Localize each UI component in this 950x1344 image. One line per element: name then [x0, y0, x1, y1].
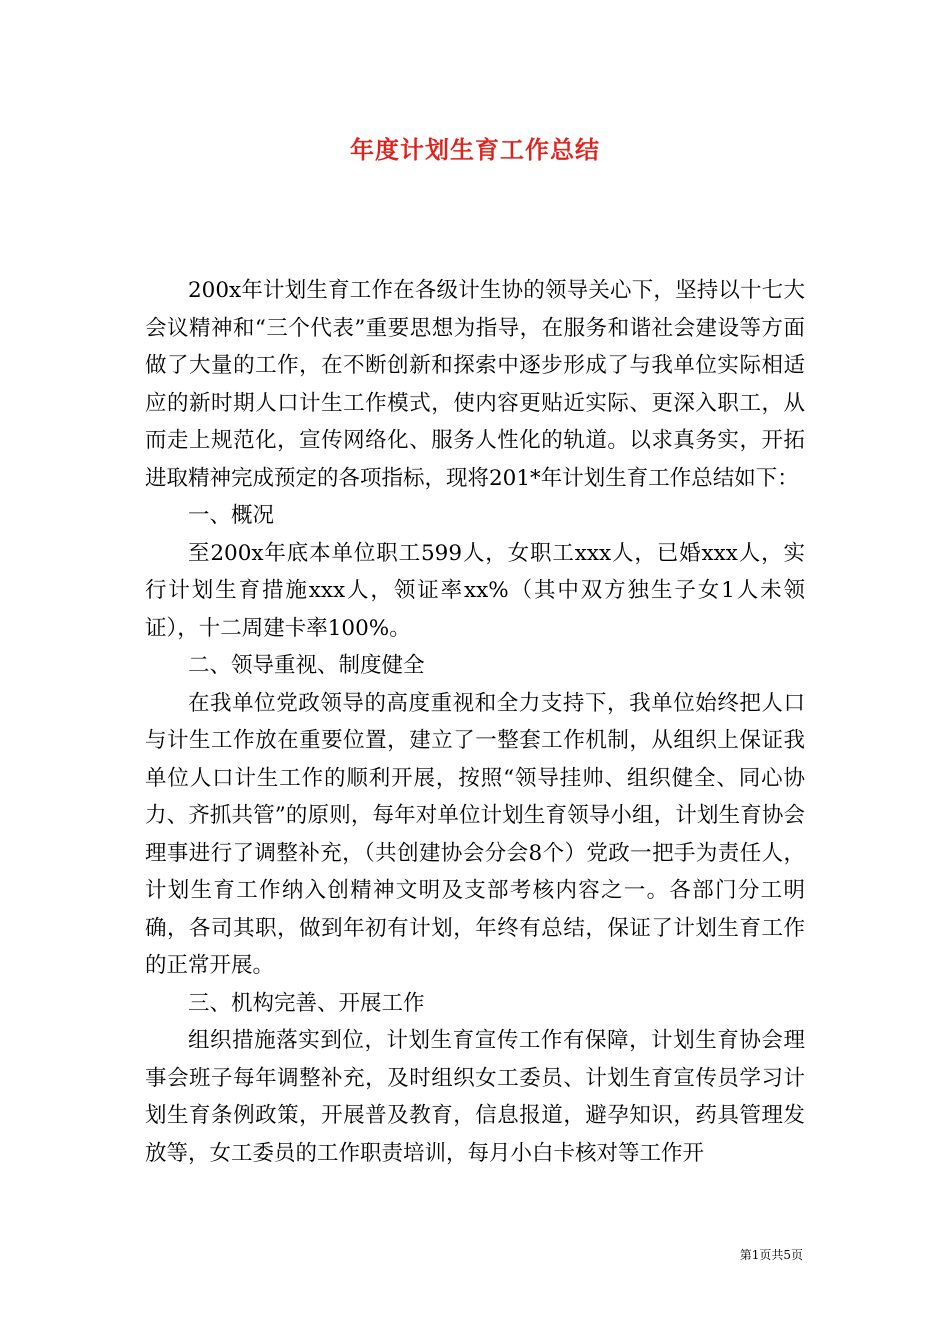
- page-number: 第1页共5页: [739, 1248, 803, 1262]
- intro-paragraph: 200x年计划生育工作在各级计生协的领导关心下，坚持以十七大会议精神和“三个代表”重要思想为指导，在服务和谐社会建设等方面做了大量的工作，在不断创新和探索中逐步形成了与我单位实际相适应的新时期人口计生工作模式，使内容更贴近实际、更深入职工，从而走上规范化，宣传网络化、服务人性化的轨道。以求真务实，开拓进取精神完成预定的各项指标，现将201*年计划生育工作总结如下：: [145, 278, 805, 491]
- organization-paragraph: 组织措施落实到位，计划生育宣传工作有保障，计划生育协会理事会班子每年调整补充，及时组织女工委员、计划生育宣传员学习计划生育条例政策，开展普及教育，信息报道，避孕知识，药具管理发放等，女工委员的工作职责培训，每月小白卡核对等工作开: [145, 1028, 805, 1166]
- overview-paragraph: 至200x年底本单位职工599人，女职工xxx人，已婚xxx人，实行计划生育措施xxx人，领证率xx%（其中双方独生子女1人未领证），十二周建卡率100%。: [145, 540, 805, 641]
- section-heading-overview: 一、概况: [188, 503, 275, 528]
- document-body: [145, 272, 805, 1172]
- leadership-paragraph: 在我单位党政领导的高度重视和全力支持下，我单位始终把人口与计生工作放在重要位置，建立了一整套工作机制，从组织上保证我单位人口计生工作的顺利开展，按照“领导挂帅、组织健全、同心协力、齐抓共管”的原则，每年对单位计划生育领导小组，计划生育协会理事进行了调整补充，（共创建协会分会8个）党政一把手为责任人，计划生育工作纳入创精神文明及支部考核内容之一。各部门分工明确，各司其职，做到年初有计划，年终有总结，保证了计划生育工作的正常开展。: [145, 690, 805, 978]
- section-heading-leadership: 二、领导重视、制度健全: [188, 653, 425, 678]
- section-heading-organization: 三、机构完善、开展工作: [188, 990, 425, 1016]
- document-title: 年度计划生育工作总结: [350, 136, 600, 164]
